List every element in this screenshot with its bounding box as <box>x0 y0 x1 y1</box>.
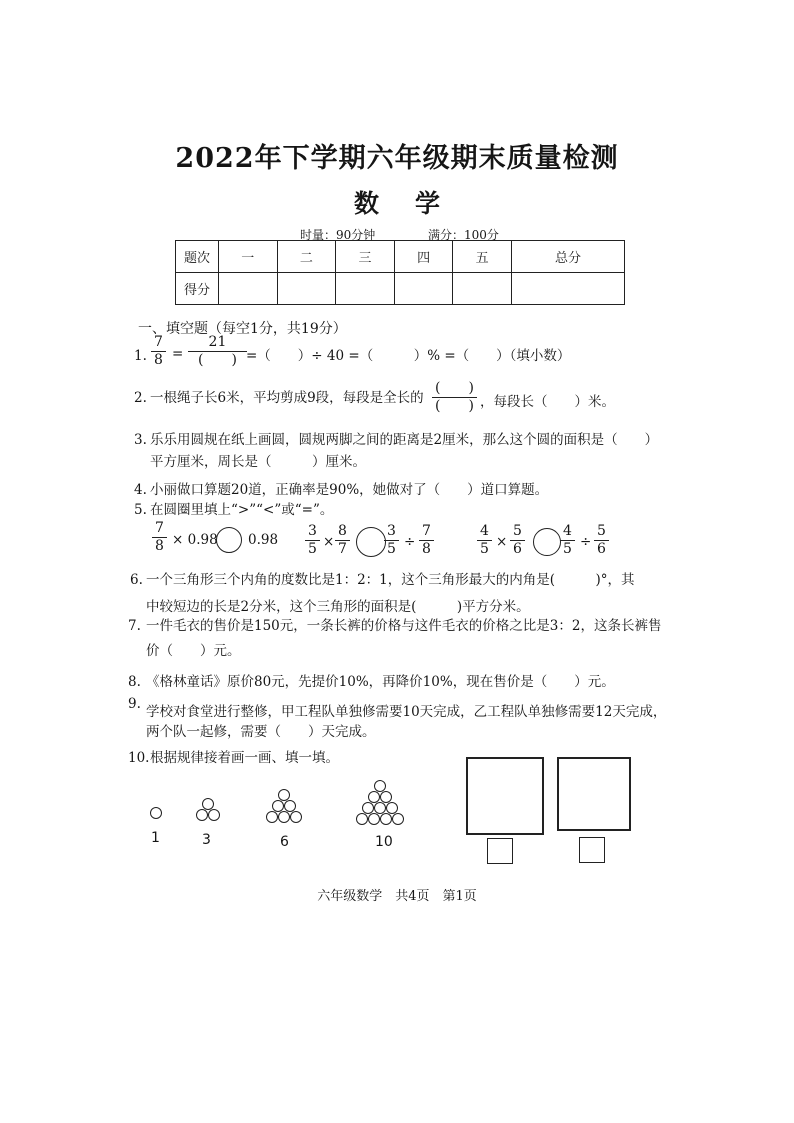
fraction-denominator: 6 <box>510 540 525 558</box>
score-table-cell: 题次 <box>176 241 219 273</box>
q5c-op: × <box>496 534 508 550</box>
fraction-numerator: 4 <box>563 523 572 539</box>
q9-line2: 两个队一起修，需要（ ）天完成。 <box>146 724 376 740</box>
fraction-denominator: 8 <box>419 540 434 558</box>
q5-number: 5. <box>134 502 147 518</box>
fraction-numerator: 8 <box>338 523 347 539</box>
q2-number: 2. <box>134 390 147 406</box>
exam-title: 2022年下学期六年级期末质量检测 <box>175 143 619 174</box>
fraction-numerator: 21 <box>208 334 227 350</box>
fraction-denominator: 5 <box>560 540 575 558</box>
pattern-circle <box>392 813 404 825</box>
q6-line2: 中较短边的长是2分米，这个三角形的面积是( )平方分米。 <box>146 599 530 615</box>
q1-fraction-a <box>151 334 166 369</box>
fraction-denominator: 5 <box>305 540 320 558</box>
page-footer: 六年级数学 共4页 第1页 <box>317 889 477 904</box>
q10-text: 根据规律接着画一画、填一填。 <box>150 750 339 766</box>
pattern-label: 10 <box>375 834 393 850</box>
score-table <box>175 240 625 305</box>
q10-number: 10. <box>128 750 150 766</box>
pattern-circle <box>278 811 290 823</box>
q5c-fraction-4 <box>594 523 609 558</box>
pattern-label: 3 <box>202 832 211 848</box>
q6-line1: 一个三角形三个内角的度数比是1：2：1，这个三角形最大的内角是( )°，其 <box>146 572 635 588</box>
score-input-cell[interactable] <box>394 273 453 305</box>
fraction-numerator: 3 <box>308 523 317 539</box>
fraction-numerator: 5 <box>597 523 606 539</box>
q10-draw-box-2[interactable] <box>557 757 631 831</box>
fraction-denominator-blank[interactable]: ( ) <box>432 397 477 415</box>
q1-number: 1. <box>134 348 147 364</box>
fraction-denominator: 5 <box>384 540 399 558</box>
q5c-op2: ÷ <box>580 534 592 550</box>
pattern-circle <box>380 813 392 825</box>
q2-fraction <box>432 380 477 415</box>
q5b-fraction-4 <box>419 523 434 558</box>
fraction-denominator: 8 <box>151 351 166 369</box>
pattern-circle <box>266 811 278 823</box>
q4-number: 4. <box>134 482 147 498</box>
q4-text: 小丽做口算题20道，正确率是90%，她做对了（ ）道口算题。 <box>150 482 549 498</box>
pattern-label: 1 <box>151 830 160 846</box>
q9-line1: 学校对食堂进行整修，甲工程队单独修需要10天完成，乙工程队单独修需要12天完成， <box>146 704 667 720</box>
fraction-denominator: 7 <box>335 540 350 558</box>
pattern-label: 6 <box>280 834 289 850</box>
fraction-numerator: 4 <box>480 523 489 539</box>
q5c-fraction-1 <box>477 523 492 558</box>
full-score: 满分：100分 <box>428 228 499 242</box>
q5b-fraction-3 <box>384 523 399 558</box>
q3-line2: 平方厘米，周长是（ ）厘米。 <box>150 454 366 470</box>
score-table-cell: 得分 <box>176 273 219 305</box>
pattern-circle <box>208 809 220 821</box>
q2-text-b: ，每段长（ ）米。 <box>480 394 615 410</box>
fraction-numerator: 5 <box>513 523 522 539</box>
q5a-right: 0.98 <box>248 532 279 548</box>
fraction-numerator: 7 <box>422 523 431 539</box>
fraction-denominator: 5 <box>477 540 492 558</box>
score-table-cell: 四 <box>394 241 453 273</box>
q8-text: 《格林童话》原价80元，先提价10%，再降价10%，现在售价是（ ）元。 <box>146 674 615 690</box>
score-input-cell[interactable] <box>453 273 512 305</box>
q3-line1: 乐乐用圆规在纸上画圆，圆规两脚之间的距离是2厘米，那么这个圆的面积是（ ） <box>150 432 659 448</box>
fraction-numerator: 3 <box>387 523 396 539</box>
q5c-compare-circle[interactable] <box>533 528 561 556</box>
fraction-numerator-blank[interactable]: ( ) <box>435 380 474 396</box>
pattern-circle <box>290 811 302 823</box>
q3-number: 3. <box>134 432 147 448</box>
fraction-denominator-blank[interactable]: ( ) <box>188 351 247 369</box>
score-input-cell[interactable] <box>277 273 336 305</box>
q9-number: 9. <box>128 696 141 712</box>
score-input-cell[interactable] <box>219 273 278 305</box>
q1-rest: =（ ）÷ 40 =（ ）% =（ ）（填小数） <box>246 348 571 364</box>
q5-text: 在圆圈里填上“>”“<”或“=”。 <box>150 502 334 518</box>
time-limit: 时量：90分钟 <box>300 228 376 242</box>
q5a-fraction <box>152 520 167 555</box>
score-table-cell: 三 <box>336 241 395 273</box>
pattern-circle <box>196 809 208 821</box>
q5b-op: × <box>323 534 335 550</box>
q1-equals: = <box>172 346 184 362</box>
pattern-circle <box>368 813 380 825</box>
score-input-cell[interactable] <box>511 273 624 305</box>
q7-line1: 一件毛衣的售价是150元，一条长裤的价格与这件毛衣的价格之比是3：2，这条长裤售 <box>146 618 662 634</box>
q10-fill-box-1[interactable] <box>487 838 513 864</box>
q7-line2: 价（ ）元。 <box>146 643 241 659</box>
q7-number: 7. <box>128 618 141 634</box>
score-table-cell: 总分 <box>511 241 624 273</box>
q1-fraction-b <box>188 334 247 369</box>
q5b-fraction-1 <box>305 523 320 558</box>
q5c-fraction-2 <box>510 523 525 558</box>
q5b-fraction-2 <box>335 523 350 558</box>
subject-title: 数学 <box>353 189 476 218</box>
q2-text-a: 一根绳子长6米，平均剪成9段，每段是全长的 <box>150 390 424 406</box>
score-table-cell: 一 <box>219 241 278 273</box>
q8-number: 8. <box>128 674 141 690</box>
section-heading: 一、填空题（每空1分，共19分） <box>138 321 347 337</box>
score-table-header-row <box>176 241 625 273</box>
fraction-denominator: 8 <box>152 537 167 555</box>
pattern-circle <box>150 807 162 819</box>
score-table-score-row <box>176 273 625 305</box>
fraction-numerator: 7 <box>155 520 164 536</box>
q5a-tail: × 0.98 <box>172 532 218 548</box>
pattern-circle <box>356 813 368 825</box>
q10-fill-box-2[interactable] <box>579 837 605 863</box>
q5c-fraction-3 <box>560 523 575 558</box>
fraction-denominator: 6 <box>594 540 609 558</box>
score-table-cell: 二 <box>277 241 336 273</box>
score-table-cell: 五 <box>453 241 512 273</box>
q5b-op2: ÷ <box>404 534 416 550</box>
q5b-compare-circle[interactable] <box>356 527 386 557</box>
q10-draw-box-1[interactable] <box>466 757 544 835</box>
q5a-compare-circle[interactable] <box>216 527 242 553</box>
score-input-cell[interactable] <box>336 273 395 305</box>
fraction-numerator: 7 <box>154 334 163 350</box>
q6-number: 6. <box>130 572 143 588</box>
